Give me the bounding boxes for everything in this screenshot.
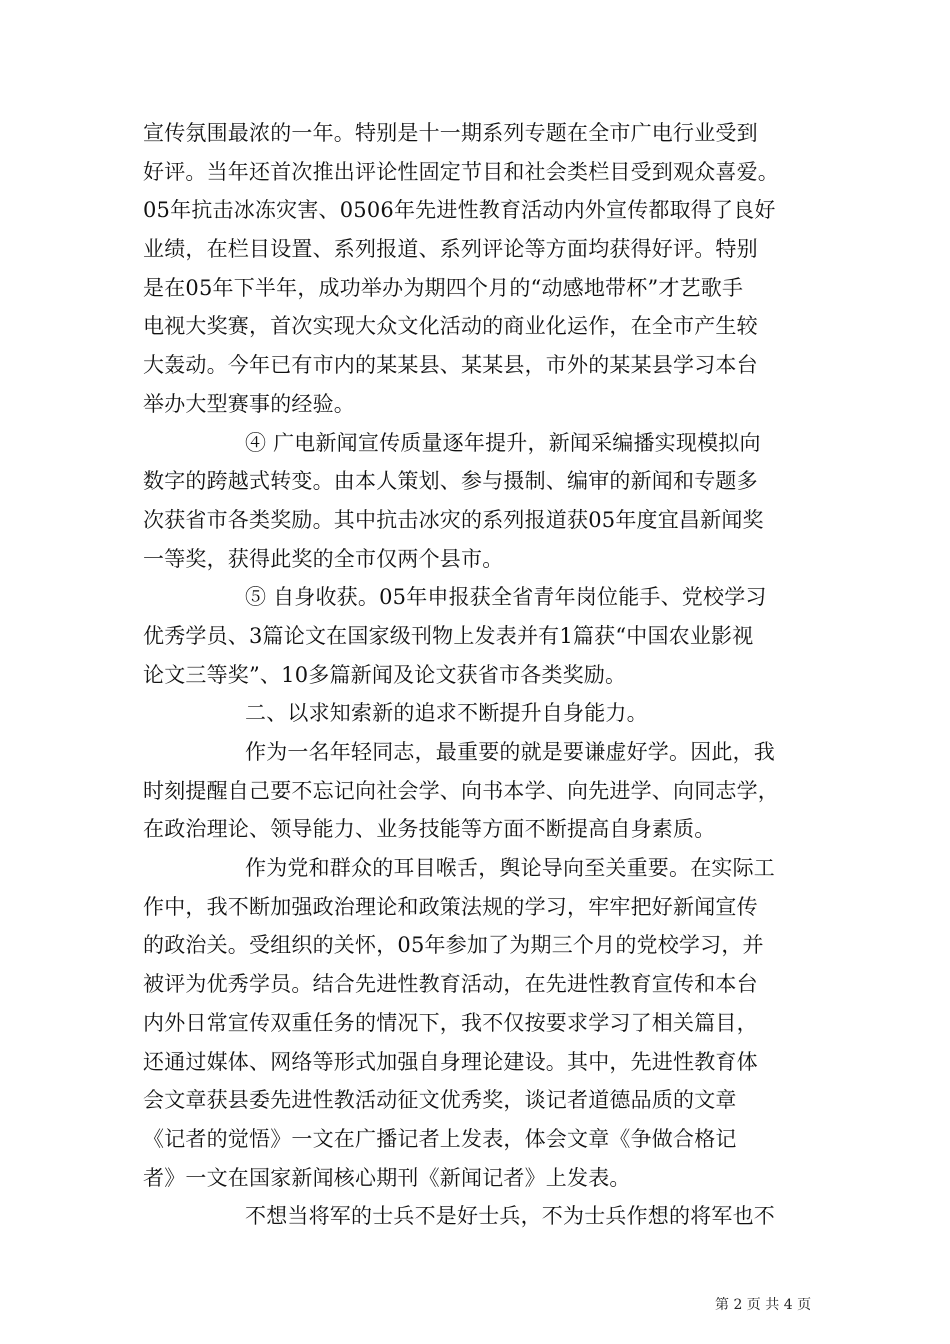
- text-line: 作中，我不断加强政治理论和政策法规的学习，牢牢把好新闻宣传: [143, 894, 758, 919]
- text-line: 好评。当年还首次推出评论性固定节目和社会类栏目受到观众喜爱。: [143, 159, 779, 184]
- text-line: 会文章获县委先进性教活动征文优秀奖，谈记者道德品质的文章: [143, 1088, 737, 1113]
- text-line: 数字的跨越式转变。由本人策划、参与摄制、编审的新闻和专题多: [143, 469, 758, 494]
- text-line: 还通过媒体、网络等形式加强自身理论建设。其中，先进性教育体: [143, 1049, 758, 1074]
- text-line: 者》一文在国家新闻核心期刊《新闻记者》上发表。: [143, 1165, 631, 1190]
- text-line: 论文三等奖”、10多篇新闻及论文获省市各类奖励。: [143, 662, 627, 687]
- section-heading: 二、以求知索新的追求不断提升自身能力。: [245, 701, 648, 726]
- text-line: 在政治理论、领导能力、业务技能等方面不断提高自身素质。: [143, 817, 716, 842]
- text-line: 内外日常宣传双重任务的情况下，我不仅按要求学习了相关篇目，: [143, 1010, 758, 1035]
- text-line: 宣传氛围最浓的一年。特别是十一期系列专题在全市广电行业受到: [143, 121, 758, 145]
- paragraph-start-line: ⑤ 自身收获。05年申报获全省青年岗位能手、党校学习: [245, 585, 767, 610]
- text-line: 优秀学员、3篇论文在国家级刊物上发表并有1篇获“中国农业影视: [143, 623, 754, 648]
- text-line: 大轰动。今年已有市内的某某县、某某县，市外的某某县学习本台: [143, 353, 758, 378]
- text-line: 举办大型赛事的经验。: [143, 391, 355, 416]
- text-line: 时刻提醒自己要不忘记向社会学、向书本学、向先进学、向同志学，: [143, 778, 779, 803]
- text-line: 《记者的觉悟》一文在广播记者上发表，体会文章《争做合格记: [143, 1126, 737, 1151]
- page-number-footer: 第 2 页 共 4 页: [715, 1297, 812, 1313]
- text-line: 05年抗击冰冻灾害、0506年先进性教育活动内外宣传都取得了良好: [143, 198, 776, 223]
- text-line: 电视大奖赛，首次实现大众文化活动的商业化运作，在全市产生较: [143, 314, 758, 339]
- text-line: 是在05年下半年，成功举办为期四个月的“动感地带杯”才艺歌手: [143, 275, 744, 300]
- paragraph-start-line: 作为一名年轻同志，最重要的就是要谦虚好学。因此，我: [245, 740, 775, 764]
- text-line: 次获省市各类奖励。其中抗击冰灾的系列报道获05年度宜昌新闻奖: [143, 507, 764, 532]
- document-body: [143, 114, 823, 1236]
- paragraph-start-line: 作为党和群众的耳目喉舌，舆论导向至关重要。在实际工: [245, 856, 775, 881]
- text-line: 业绩，在栏目设置、系列报道、系列评论等方面均获得好评。特别: [143, 237, 758, 262]
- paragraph-start-line: ④ 广电新闻宣传质量逐年提升，新闻采编播实现模拟向: [245, 430, 761, 455]
- paragraph-start-line: 不想当将军的士兵不是好士兵，不为士兵作想的将军也不: [245, 1204, 775, 1229]
- text-line: 的政治关。受组织的关怀，05年参加了为期三个月的党校学习，并: [143, 933, 764, 958]
- text-line: 一等奖，获得此奖的全市仅两个县市。: [143, 546, 504, 571]
- text-line: 被评为优秀学员。结合先进性教育活动，在先进性教育宣传和本台: [143, 972, 758, 997]
